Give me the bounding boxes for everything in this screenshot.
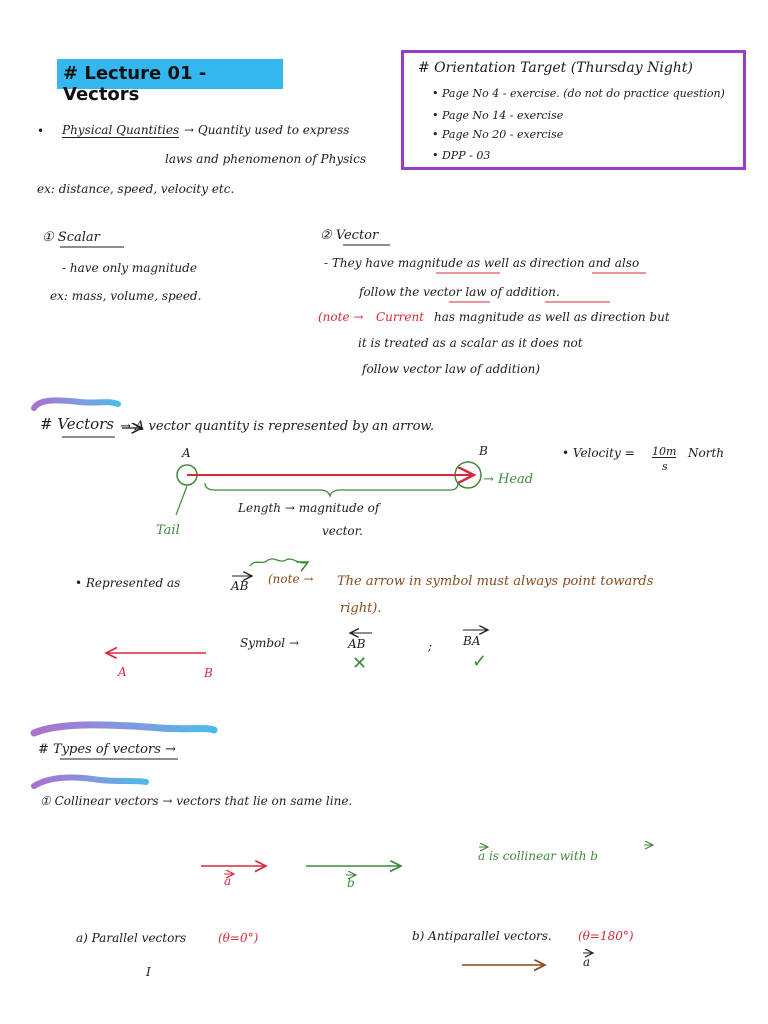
semicolon: ; bbox=[428, 639, 433, 653]
representation-note-text: The arrow in symbol must always point towards bbox=[337, 574, 654, 589]
orientation-item: • DPP - 03 bbox=[432, 149, 491, 162]
parallel-vectors: a) Parallel vectors bbox=[76, 931, 187, 945]
parallel-angle: (θ=0°) bbox=[218, 931, 259, 945]
vector-a-label: a bbox=[224, 874, 232, 888]
scalar-line1: - have only magnitude bbox=[62, 261, 197, 275]
arrow-b-label: B bbox=[204, 666, 213, 680]
point-b-label: B bbox=[479, 444, 488, 458]
head-label: → Head bbox=[483, 472, 534, 487]
lecture-title: # Lecture 01 - Vectors bbox=[57, 59, 283, 89]
symbol-word: Symbol → bbox=[240, 636, 299, 650]
antiparallel-angle: (θ=180°) bbox=[578, 929, 634, 943]
collinear-note: a is collinear with b bbox=[478, 849, 598, 863]
vector-heading: ② Vector bbox=[320, 228, 379, 243]
physical-quantities-line1: → Quantity used to express bbox=[184, 123, 350, 137]
represented-symbol: AB bbox=[231, 579, 249, 593]
velocity-numerator: 10m bbox=[652, 445, 677, 458]
types-heading-highlight bbox=[34, 725, 214, 733]
wrong-mark-icon: ✕ bbox=[352, 653, 368, 674]
vectors-heading: # Vectors bbox=[40, 415, 114, 433]
antiparallel-a-label: a bbox=[583, 955, 591, 969]
physical-quantities-term: Physical Quantities bbox=[62, 123, 180, 137]
velocity-denominator: s bbox=[662, 460, 668, 473]
length-line1: Length → magnitude of bbox=[238, 501, 380, 515]
velocity-label: • Velocity = bbox=[562, 446, 635, 460]
antiparallel-vectors: b) Antiparallel vectors. bbox=[412, 929, 552, 943]
point-a-label: A bbox=[182, 446, 191, 460]
orientation-item: • Page No 14 - exercise bbox=[432, 109, 564, 122]
representation-note-end: right). bbox=[340, 601, 382, 616]
vector-note-open: (note → bbox=[318, 310, 364, 324]
physical-quantities-line2: laws and phenomenon of Physics bbox=[165, 152, 366, 166]
vector-note-line3: follow vector law of addition) bbox=[362, 362, 541, 376]
physical-quantities-example: ex: distance, speed, velocity etc. bbox=[37, 182, 235, 196]
orientation-heading: # Orientation Target (Thursday Night) bbox=[418, 60, 693, 76]
vector-note-line2: it is treated as a scalar as it does not bbox=[358, 336, 583, 350]
right-symbol: BA bbox=[463, 634, 481, 648]
collinear-heading-highlight bbox=[34, 778, 146, 786]
orientation-item: • Page No 20 - exercise bbox=[432, 128, 564, 141]
vectors-heading-highlight bbox=[34, 400, 118, 408]
orientation-item: • Page No 4 - exercise. (do not do practice question) bbox=[432, 87, 725, 100]
vectors-description: → A vector quantity is represented by an arrow. bbox=[120, 419, 435, 434]
types-heading: # Types of vectors → bbox=[38, 742, 176, 757]
vector-note-line1: has magnitude as well as direction but bbox=[434, 310, 670, 324]
tail-label: Tail bbox=[156, 523, 180, 538]
wrong-symbol: AB bbox=[348, 637, 366, 651]
vector-note-current: Current bbox=[376, 310, 425, 324]
vector-line2: follow the vector law of addition. bbox=[359, 285, 560, 299]
velocity-direction: North bbox=[688, 446, 725, 460]
vector-b-label: b bbox=[347, 876, 355, 890]
arrow-a-label: A bbox=[118, 665, 127, 679]
roman-one: I bbox=[146, 965, 151, 979]
length-brace bbox=[205, 483, 458, 496]
right-mark-icon: ✓ bbox=[472, 651, 488, 672]
scalar-example: ex: mass, volume, speed. bbox=[50, 289, 202, 303]
scalar-heading: ① Scalar bbox=[42, 230, 100, 245]
length-line2: vector. bbox=[322, 524, 363, 538]
represented-label: • Represented as bbox=[75, 576, 181, 590]
vector-line1: - They have magnitude as well as direction and also bbox=[324, 256, 640, 270]
representation-note-open: (note → bbox=[268, 572, 314, 586]
collinear-heading: ① Collinear vectors → vectors that lie on same line. bbox=[40, 794, 353, 808]
